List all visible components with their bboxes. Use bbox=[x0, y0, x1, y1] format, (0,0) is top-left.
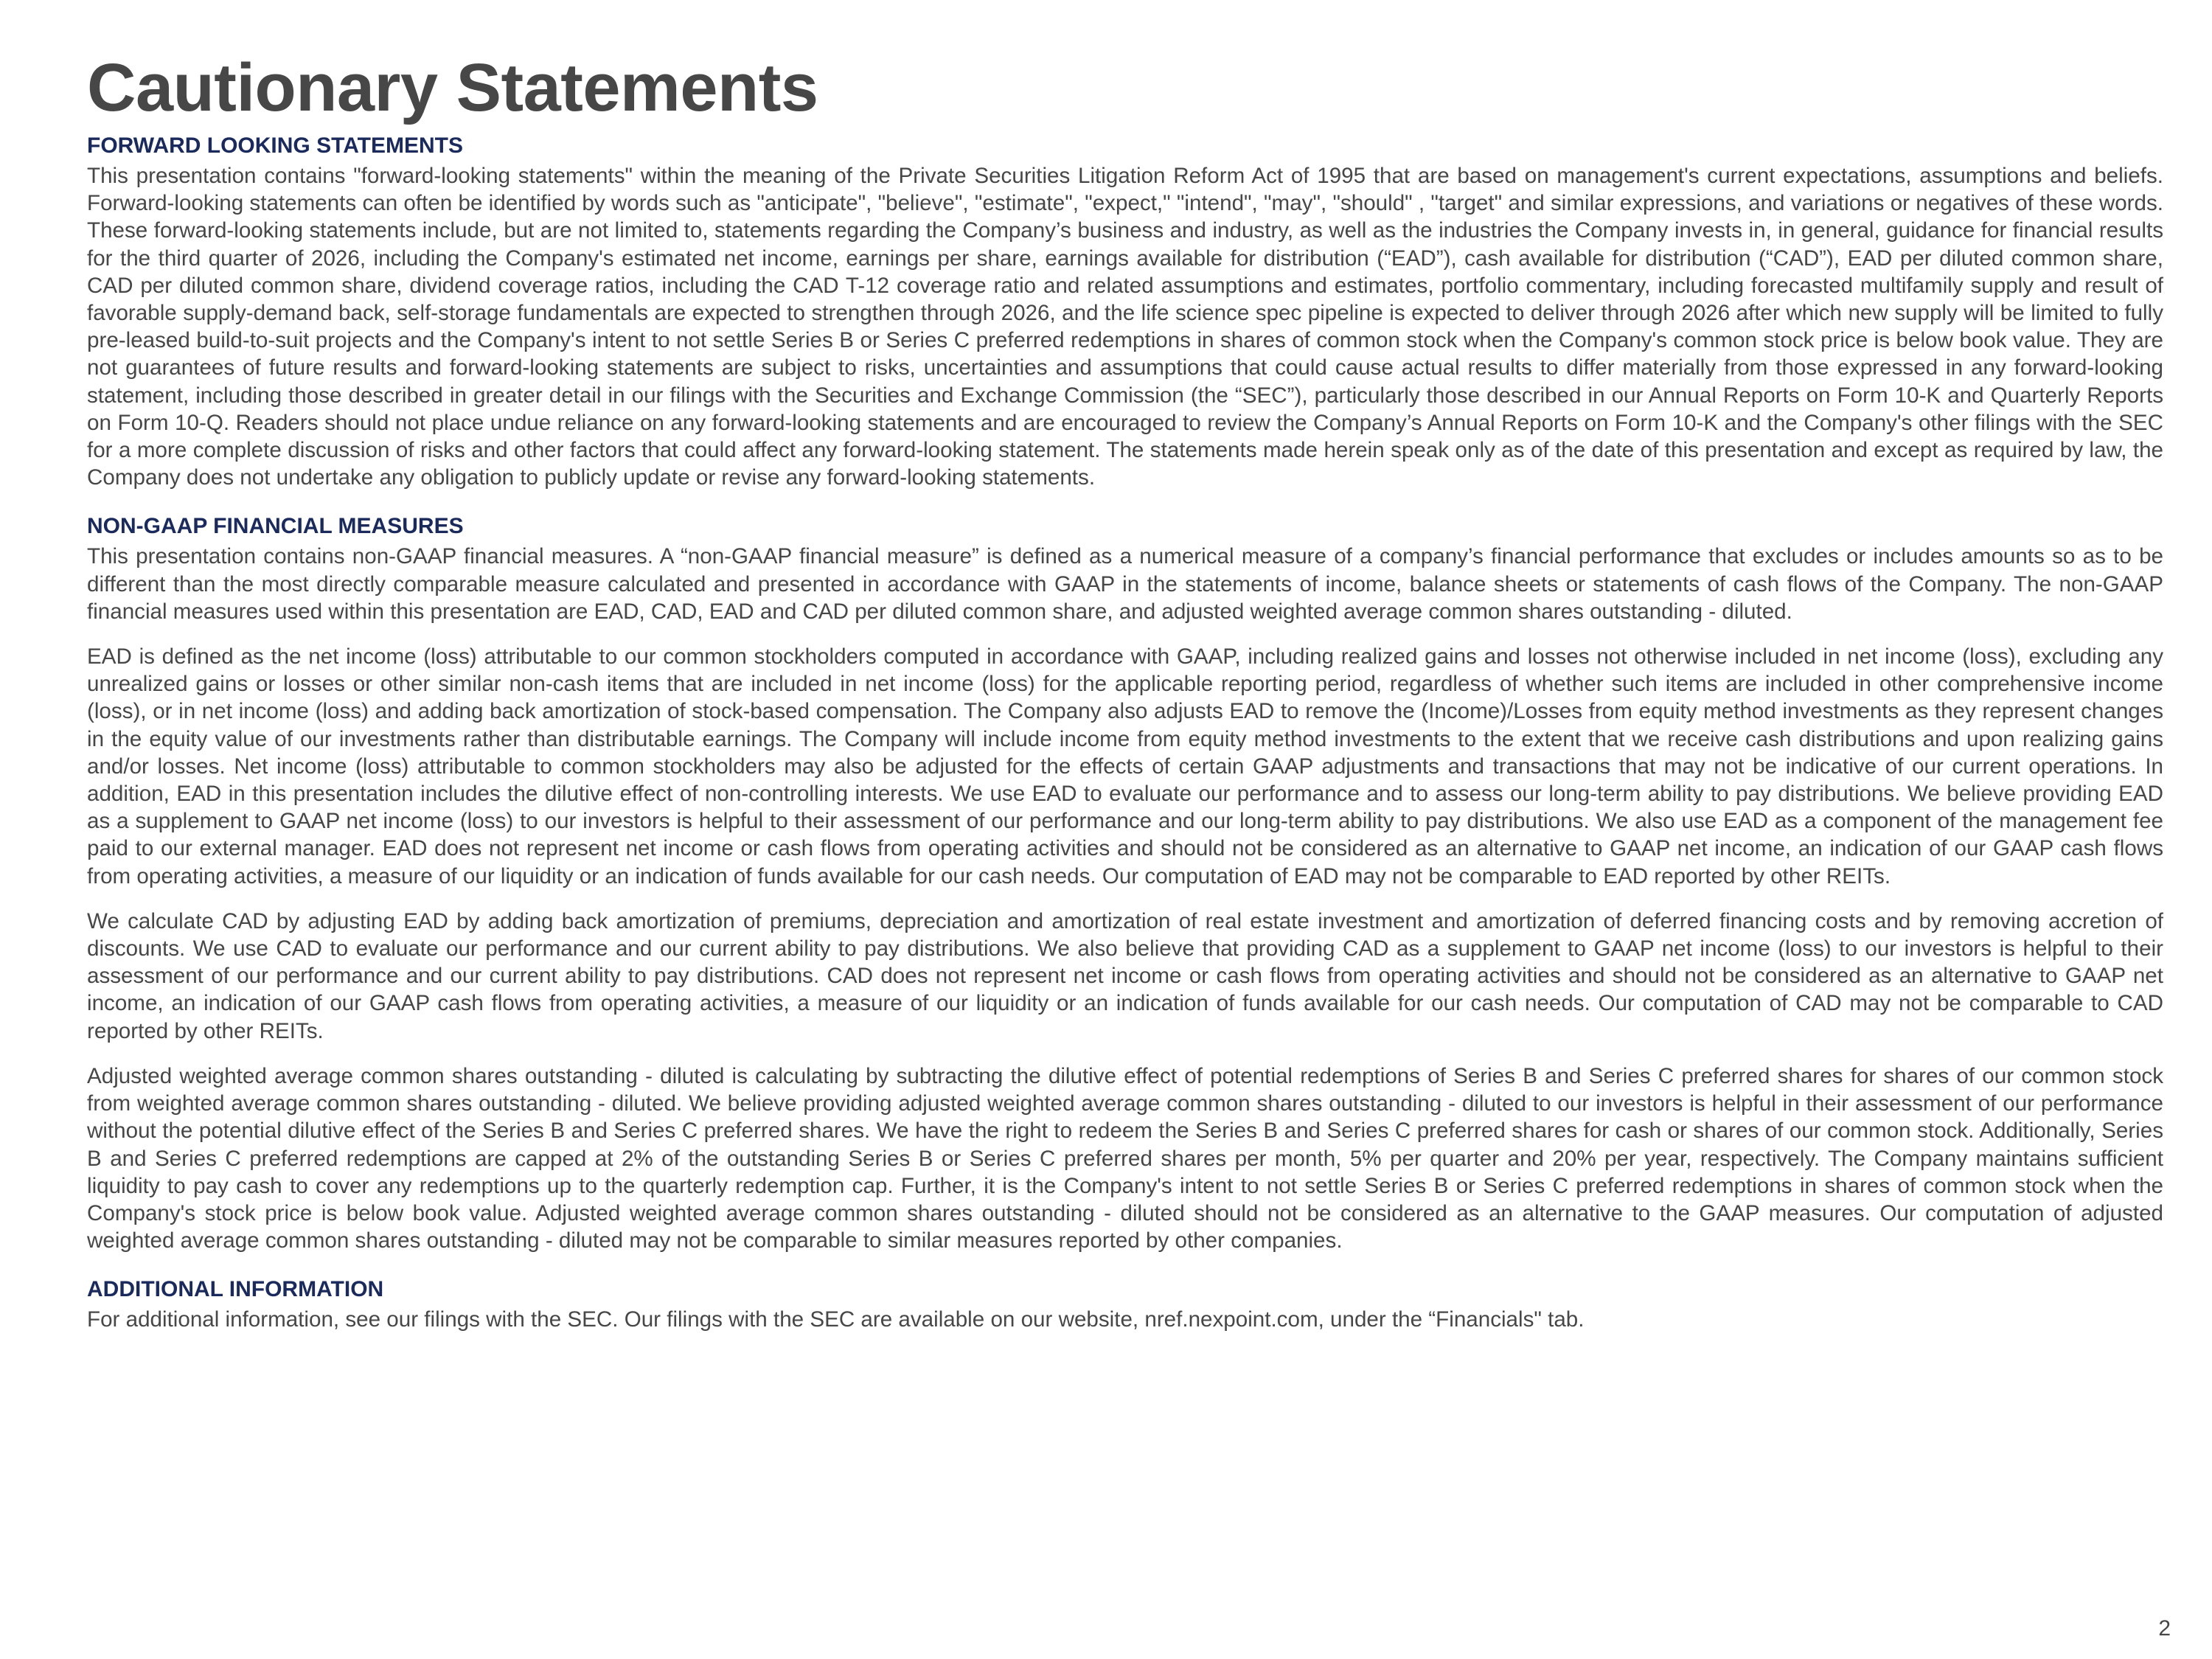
page-title: Cautionary Statements bbox=[87, 50, 818, 125]
section-additional-information bbox=[87, 1276, 2163, 1333]
page-number: 2 bbox=[2158, 1616, 2171, 1641]
body-paragraph: This presentation contains non-GAAP financial measures. A “non-GAAP financial measure” is defined as a numerical measure of a company’s financial performance that excludes or includes amounts so as to be different than the most directly comparable measure calculated and presented in accordance with GAAP in the statements of income, balance sheets or statements of cash flows of the Company. The non-GAAP financial measures used within this presentation are EAD, CAD, EAD and CAD per diluted common share, and adjusted weighted average common shares outstanding - diluted. bbox=[87, 544, 2163, 624]
body-paragraph: EAD is defined as the net income (loss) attributable to our common stockholders computed in accordance with GAAP, including realized gains and losses not otherwise included in net income (loss), excluding any unrealized gains or losses or other similar non-cash items that are included in net income (loss) for the applicable reporting period, regardless of whether such items are included in other comprehensive income (loss), or in net income (loss) and adding back amortization of stock-based compensation. The Company also adjusts EAD to remove the (Income)/Losses from equity method investments as they represent changes in the equity value of our investments rather than distributable earnings. The Company will include income from equity method investments to the extent that we receive cash distributions and upon realizing gains and/or losses. Net income (loss) attributable to common stockholders may also be adjusted for the effects of certain GAAP adjustments and transactions that may not be indicative of our current operations. In addition, EAD in this presentation includes the dilutive effect of non-controlling interests. We use EAD to evaluate our performance and to assess our long-term ability to pay distributions. We believe providing EAD as a supplement to GAAP net income (loss) to our investors is helpful to their assessment of our performance and our long-term ability to pay distributions. We also use EAD as a component of the management fee paid to our external manager. EAD does not represent net income or cash flows from operating activities and should not be considered as an alternative to GAAP net income, an indication of our GAAP cash flows from operating activities, a measure of our liquidity or an indication of funds available for our cash needs. Our computation of EAD may not be comparable to EAD reported by other REITs. bbox=[87, 644, 2163, 888]
body-paragraph: Adjusted weighted average common shares outstanding - diluted is calculating by subtracting the dilutive effect of potential redemptions of Series B and Series C preferred shares for shares of our common stock from weighted average common shares outstanding - diluted. We believe providing adjusted weighted average common shares outstanding - diluted to our investors is helpful in their assessment of our performance without the potential dilutive effect of the Series B and Series C preferred shares. We have the right to redeem the Series B and Series C preferred shares for cash or shares of our common stock. Additionally, Series B and Series C preferred redemptions are capped at 2% of the outstanding Series B or Series C preferred shares per month, 5% per quarter and 20% per year, respectively. The Company maintains sufficient liquidity to pay cash to cover any redemptions up to the quarterly redemption cap. Further, it is the Company's intent to not settle Series B or Series C preferred redemptions in shares of common stock when the Company's stock price is below book value. Adjusted weighted average common shares outstanding - diluted should not be considered as an alternative to the GAAP measures. Our computation of adjusted weighted average common shares outstanding - diluted may not be comparable to similar measures reported by other companies. bbox=[87, 1063, 2163, 1253]
section-non-gaap bbox=[87, 513, 2163, 1254]
section-heading: ADDITIONAL INFORMATION bbox=[87, 1277, 384, 1302]
section-heading: NON-GAAP FINANCIAL MEASURES bbox=[87, 514, 464, 539]
document-page bbox=[87, 47, 2163, 1356]
section-heading: FORWARD LOOKING STATEMENTS bbox=[87, 133, 463, 158]
body-paragraph: This presentation contains "forward-looking statements" within the meaning of the Private Securities Litigation Reform Act of 1995 that are based on management's current expectations, assumptions and beliefs. Forward-looking statements can often be identified by words such as "anticipate", "believe", "estimate", "expect," "intend", "may", "should" , "target" and similar expressions, and variations or negatives of these words. These forward-looking statements include, but are not limited to, statements regarding the Company’s business and industry, as well as the industries the Company invests in, in general, guidance for financial results for the third quarter of 2026, including the Company's estimated net income, earnings per share, earnings available for distribution (“EAD”), cash available for distribution (“CAD”), EAD per diluted common share, CAD per diluted common share, dividend coverage ratios, including the CAD T-12 coverage ratio and related assumptions and estimates, portfolio commentary, including forecasted multifamily supply and result of favorable supply-demand back, self-storage fundamentals are expected to strengthen through 2026, and the life science spec pipeline is expected to deliver through 2026 after which new supply will be limited to fully pre-leased build-to-suit projects and the Company's intent to not settle Series B or Series C preferred redemptions in shares of common stock when the Company's common stock price is below book value. They are not guarantees of future results and forward-looking statements are subject to risks, uncertainties and assumptions that could cause actual results to differ materially from those expressed in any forward-looking statement, including those described in greater detail in our filings with the Securities and Exchange Commission (the “SEC”), particularly those described in our Annual Reports on Form 10-K and Quarterly Reports on Form 10-Q. Readers should not place undue reliance on any forward-looking statements and are encouraged to review the Company’s Annual Reports on Form 10-K and the Company's other filings with the SEC for a more complete discussion of risks and other factors that could affect any forward-looking statement. The statements made herein speak only as of the date of this presentation and except as required by law, the Company does not undertake any obligation to publicly update or revise any forward-looking statements. bbox=[87, 164, 2163, 490]
body-paragraph: We calculate CAD by adjusting EAD by adding back amortization of premiums, depreciation and amortization of real estate investment and amortization of deferred financing costs and by removing accretion of discounts. We use CAD to evaluate our performance and our current ability to pay distributions. We also believe that providing CAD as a supplement to GAAP net income (loss) to our investors is helpful to their assessment of our performance and our current ability to pay distributions. CAD does not represent net income or cash flows from operating activities and should not be considered as an alternative to GAAP net income, an indication of our GAAP cash flows from operating activities, a measure of our liquidity or an indication of funds available for our cash needs. Our computation of CAD may not be comparable to CAD reported by other REITs. bbox=[87, 908, 2163, 1043]
section-forward-looking bbox=[87, 133, 2163, 491]
body-paragraph: For additional information, see our filings with the SEC. Our filings with the SEC are available on our website, nref.nexpoint.com, under the “Financials" tab. bbox=[87, 1307, 1585, 1332]
